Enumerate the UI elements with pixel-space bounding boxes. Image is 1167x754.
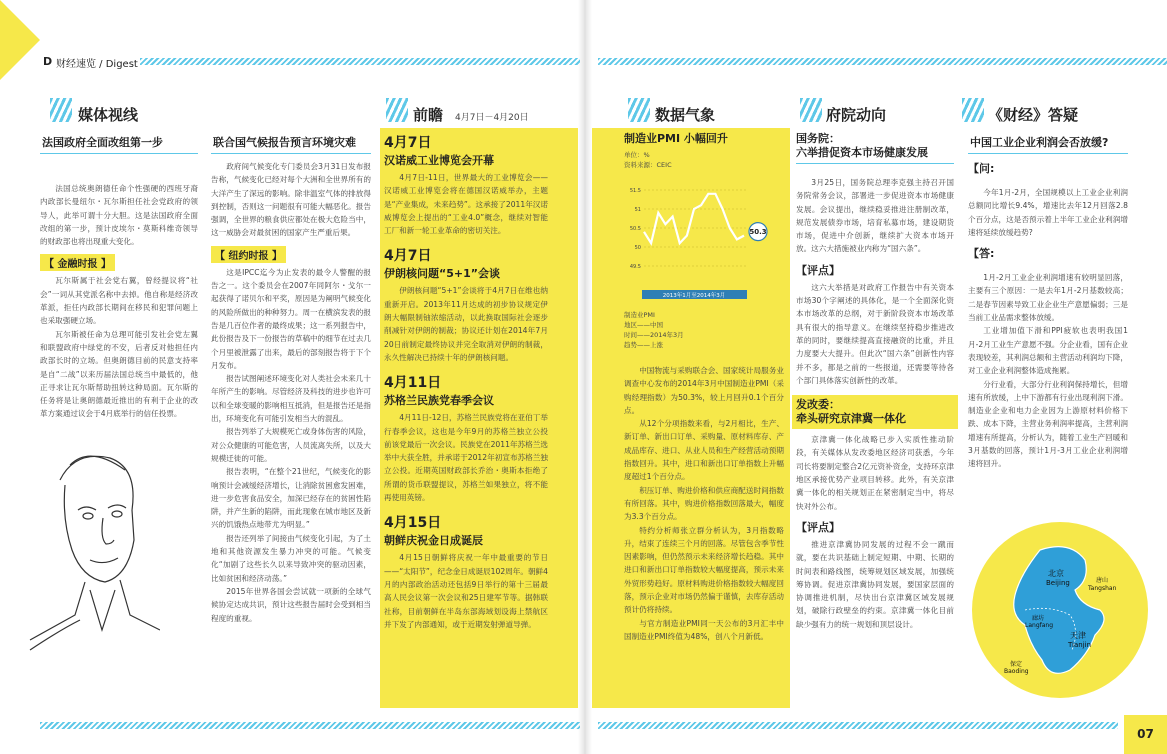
event-body: 伊朗核问题“5+1”会谈将于4月7日在维也纳重新开启。2013年11月达成的初步协议规定伊朗大幅限制铀浓缩活动，以此换取国际社会逐步削减针对伊朗的制裁；协议还计划在2014年7月20日前制定最终协议并完全取消对伊朗的制裁，永久性解决已持续十年的伊朗核问题。 (384, 286, 548, 362)
section-slash-icon (628, 98, 650, 122)
article-paragraph: 从12个分项指数来看，与2月相比，生产、新订单、新出口订单、采购量、原材料库存、产成品库存、进口、从业人员和生产经营活动预期指数回升。其中，进口和新出口订单指数上升幅度超过1个百分点。 (624, 419, 784, 482)
chart-y-tick-label: 51.5 (629, 188, 641, 194)
header-label: 财经速览 / Digest (56, 59, 138, 70)
column-media-2 (211, 132, 371, 625)
section-slash-icon (50, 98, 72, 122)
chart-grid (644, 190, 748, 266)
event-body: 4月7日-11日，世界最大的工业博览会——汉诺威工业博览会将在德国汉诺威举办，主题是“产业集成，未来趋势”。这承接了2011年汉诺威博览会上提出的“工业4.0”概念，继续对智能工厂和新一轮工业革命的密切关注。 (384, 173, 548, 236)
article-paragraph: 积压订单、购进价格和供应商配送时间指数有所回落。其中，购进价格指数回落最大，幅度为3.3个百分点。 (624, 485, 784, 522)
event-body: 4月15日朝鲜将庆祝一年中最重要的节日——“太阳节”，纪念金日成诞辰102周年。朝鲜4月的内部政治活动还包括9日举行的第十三届最高人民会议第一次会议和25日建军节等。据韩联社称，目前朝鲜在半岛东部海域划设海上禁航区并下发了内部通知，或于近期发射弹道导弹。 (384, 553, 548, 629)
section-council-title: 府院动向 (826, 106, 887, 124)
chart-x-label: 2013年1月至2014年3月 (662, 293, 726, 299)
article-paragraph: 1月-2月工业企业利润增速有较明显回落，主要有三个原因：一是去年1月-2月基数较高；二是春节因素导致工业企业生产意愿偏弱；三是当前工业品需求整体放缓。 (968, 273, 1128, 323)
source-tag: 【 金融时报 】 (40, 254, 115, 271)
article-paragraph: 3月25日，国务院总理李克强主持召开国务院常务会议，部署进一步促进资本市场健康发展。会议提出，继续稳妥推进注册制改革，规范发展债券市场，培育私募市场，建设期货市场，促进中介创新，继续扩大资本市场开放。这六大措施被业内称为“国六条”。 (796, 178, 954, 254)
article-paragraph: 报告列举了大规模死亡或身体伤害的风险，对公众健康的可能危害，人员流离失所，以及大规模迁徙的可能。 (211, 427, 371, 463)
source-tag: 【 纽约时报 】 (211, 246, 286, 263)
news-heading-b: 六举措促资本市场健康发展 (796, 146, 954, 164)
event-title: 汉诺威工业博览会开幕 (384, 154, 494, 167)
column-media-1 (40, 132, 198, 421)
map-baoding-en: Baoding (1004, 668, 1029, 675)
qa-question-label: 【问: (968, 162, 995, 175)
section-outlook-title: 前瞻 (413, 106, 444, 124)
map-tianjin-en: Tianjin (1068, 641, 1092, 649)
article-paragraph: 今年1月-2月，全国规模以上工业企业利润总额同比增长9.4%，增速比去年12月回落2.8个百分点，这是否预示着上半年工业企业利润增速将延续放缓趋势? (968, 188, 1128, 237)
chart-title: 制造业PMI 小幅回升 (624, 132, 728, 145)
chart-unit: 单位：% (624, 151, 650, 159)
legend-title: 制造业PMI (624, 311, 655, 319)
article-paragraph: 2015年世界各国会尝试就一项新的全球气候协定达成共识，预计这些报告届时会受到相当程度的重视。 (211, 586, 371, 623)
article-paragraph: 政府间气候变化专门委员会3月31日发布报告称，气候变化已经对每个大洲和全世界所有的大洋产生了深远的影响。除非温室气体的排放得到控制，否则这一问题很有可能大幅恶化。报告强调，全世界的粮食供应都处在极大危险当中，这一威胁会对最贫困的国家产生严重后果。 (211, 162, 371, 238)
chart-y-ticks (630, 188, 641, 270)
chart-source: 资料来源：CEIC (624, 161, 672, 169)
news-heading-a: 国务院： (796, 132, 840, 145)
article-paragraph: 瓦尔斯被任命为总理可能引发社会党左翼和联盟政府中绿党的不安，后者反对他担任内政部长时的立场。但奥朗德目前的民意支持率是自“二战”以来历届法国总统当中最低的，他正寻求让瓦尔斯帮助扭转这种局面。瓦尔斯的任务将是让奥朗德最近推出的有利于企业的改革方案通过议会于4月底举行的信任投票。 (40, 329, 198, 419)
article-paragraph: 报告表明，“在整个21世纪，气候变化的影响预计会减缓经济增长，让消除贫困愈发困难，进一步危害食品安全，加深已经存在的贫困性陷阱，并产生新的陷阱，而此现象在城市地区及新兴的饥饿热点地带尤为明显。” (211, 467, 371, 530)
map-langfang-en: Langfang (1025, 622, 1054, 629)
event-title: 伊朗核问题“5+1”会谈 (384, 267, 500, 281)
section-qa-title: 《财经》答疑 (988, 106, 1079, 124)
outlook-date-range: 4月7日－4月20日 (455, 113, 529, 123)
section-media-title: 媒体视线 (78, 106, 139, 124)
column-data-body (624, 310, 784, 643)
map-beijing-en: Beijing (1046, 579, 1070, 587)
map-tangshan-en: Tangshan (1088, 585, 1117, 592)
event-body: 4月11日-12日，苏格兰民族党将在亚伯丁举行春季会议，这也是今年9月的苏格兰独立公投前该党最后一次会议。民族党在2011年苏格兰选举中大获全胜，并承诺于2012年初宣布苏格兰独立公投。近期英国财政部长乔治・奥斯本拒绝了所谓的货币联盟提议，苏格兰如果独立，将不能再使用英镑。 (384, 413, 548, 503)
portrait-sketch-icon (20, 440, 160, 670)
page-number: 07 (1124, 715, 1167, 754)
legend-area: 地区——中国 (624, 321, 663, 329)
article-paragraph: 这六大举措是对政府工作报告中有关资本市场30个字阐述的具体化，是一个全面深化资本市场改革的总纲，对于新阶段资本市场改革具有很大的指导意义。在继续坚持稳步推进改革的同时，要继续提高直接融资的比重，并且力度要大大提升。但此次“国六条”创新性内容并不多，都是之前的一些报道，还需要等待各个部门具体落实创新性的改革。 (796, 282, 954, 385)
legend-time: 时间——2014年3月 (624, 331, 684, 339)
map-tangshan-cn: 唐山 (1096, 577, 1109, 584)
news-heading-a: 发改委： (796, 398, 840, 412)
page-gutter (578, 0, 592, 754)
chart-y-tick-label: 49.5 (629, 264, 641, 270)
column-qa (968, 132, 1128, 471)
article-paragraph: 分行业看，大部分行业利润保持增长，但增速有所放缓，上中下游都有行业出现利润下滑。制造业企业和电力企业因为上游原材料价格下跌、成本下降，主营业务利润率提高，主营利润增速有所提高，分析认为，随着工业生产回暖和3月基数的回落，预计1月-3月工业企业利润增速将回升。 (968, 379, 1128, 469)
qa-answer-label: 【答: (968, 247, 995, 261)
article-paragraph: 这是IPCC迄今为止发表的最令人警醒的报告之一。这个委员会在2007年同阿尔・戈尔一起获得了诺贝尔和平奖，原因是为阐明气候变化的风险所做出的种种努力。周一在横滨发表的报告是几百位作者的最终成果；这一系列报告中，此份报告及下一份报告的草稿中的细节在过去几个月里被泄露了出来，最后的部刻报告将于下个月发布。 (211, 267, 371, 370)
column-council (796, 132, 954, 631)
article-headline: 联合国气候报告预言环境灾难 (211, 132, 371, 154)
event-date: 4月15日 (384, 515, 442, 532)
article-paragraph: 报告试图阐述环境变化对人类社会未来几十年所产生的影响。尽管经济及科技的进步也许可以和全球变暖的影响相互抵消，但是报告还是指出，环境变化有可能引发相当大的混乱。 (211, 374, 371, 424)
event-title: 苏格兰民族党春季会议 (384, 394, 494, 408)
chart-y-tick-label: 50.5 (629, 226, 641, 232)
article-paragraph: 京津冀一体化战略已步入实质性推动阶段，有关媒体从发改委地区经济司获悉，今年司长将要制定整合2亿元资补资金，支持环京津地区承接优势产业项目转移。此外，有关京津冀一体化的相关规划正在紧密制定当中，将尽快对外公布。 (796, 435, 954, 511)
map-baoding-cn: 保定 (1010, 661, 1023, 668)
chart-series-line (644, 194, 744, 243)
header-stripes-right (598, 58, 1167, 65)
chart-y-tick-label: 51 (634, 207, 641, 213)
article-paragraph: 中国物流与采购联合会、国家统计局服务业调查中心发布的2014年3月中国制造业PMI（采购经理指数）为50.3%，较上月回升0.1个百分点。 (624, 366, 784, 415)
qa-headline: 中国工业企业利润会否放缓? (968, 132, 1128, 154)
article-paragraph: 特约分析师张立群分析认为，3月指数略升，结束了连续三个月的回落。尽管包含季节性因素影响，但仍然预示未来经济增长趋稳。其中进口和新出口订单指数较大幅度提高，预示未来外贸形势趋好。原材料购进价格指数较大幅度回落，预示企业对市场仍然偏于谨慎，去库存活动预计仍将持续。 (624, 525, 784, 615)
article-headline: 法国政府全面改组第一步 (40, 132, 198, 154)
section-data-title: 数据气象 (655, 106, 716, 124)
section-slash-icon (800, 98, 822, 122)
news-heading-b: 牵头研究京津冀一体化 (796, 412, 906, 426)
jingjinji-map (970, 520, 1150, 700)
footer-stripes-right (598, 722, 1118, 729)
map-langfang-cn: 廊坊 (1032, 615, 1045, 622)
event-date: 4月11日 (384, 375, 442, 392)
column-outlook (384, 132, 548, 631)
article-paragraph: 与官方制造业PMI同一天公布的3月汇丰中国制造业PMI终值为48%，创八个月新低。 (624, 618, 784, 641)
chart-y-tick-label: 50 (634, 245, 641, 251)
pmi-line-chart (622, 180, 772, 305)
chart-annotation (749, 223, 767, 241)
article-paragraph: 法国总统奥朗德任命个性强硬的西班牙裔内政部长曼纽尔・瓦尔斯担任社会党政府的领导人，此举可谓十分大胆。这是法国政府全面改组的第一步，预计皮埃尔・莫斯科维奇领导的财政部也将出现重大变化。 (40, 184, 198, 247)
section-slash-icon (386, 98, 408, 122)
header-stripes (140, 58, 580, 65)
event-date: 4月7日 (384, 248, 432, 265)
review-label: 【评点】 (796, 263, 840, 277)
review-label: 【评点】 (796, 520, 840, 534)
event-title: 朝鲜庆祝金日成诞辰 (384, 534, 483, 548)
chart-annotation-label: 50.3 (749, 228, 767, 237)
logo-triangle-icon (0, 0, 44, 80)
event-date: 4月7日 (384, 135, 432, 151)
legend-trend: 趋势——上涨 (624, 341, 663, 349)
header-mark: D (43, 55, 53, 68)
section-slash-icon (962, 98, 984, 122)
article-paragraph: 推进京津冀协同发展的过程不会一蹴而就，要在共识基础上制定短期、中期、长期的时间表和路线图，统筹规划区域发展，加强统筹协调。促进京津冀协同发展，要国家层面的协调推进机制，尽快出台京津冀区域发展规划，破除行政壁垒的约束。京津冀一体化目前缺少强有力的统一规划和顶层设计。 (796, 539, 954, 629)
footer-stripes (40, 722, 580, 729)
map-tianjin-cn: 天津 (1070, 631, 1086, 640)
article-paragraph: 工业增加值下滑和PPI疲软也表明我国1月-2月工业生产意愿不强。分企业看，国有企业表现较差，其利润总额和主营活动利润均下降，对工业企业利润整体造成拖累。 (968, 326, 1128, 376)
article-paragraph: 瓦尔斯属于社会党右翼，曾经提议将“社会”一词从其党派名称中去掉。他自称是经济改革派，拒任内政部长期间在移民和犯罪问题上也采取强硬立场。 (40, 276, 198, 326)
column-data (624, 132, 784, 170)
article-paragraph: 报告还列举了间接由气候变化引起，为了土地和其他资源发生暴力冲突的可能。气候变化“加剧了这些长久以来导致冲突的驱动因素，比如贫困和经济动荡。” (211, 533, 371, 583)
map-beijing-cn: 北京 (1048, 569, 1064, 578)
